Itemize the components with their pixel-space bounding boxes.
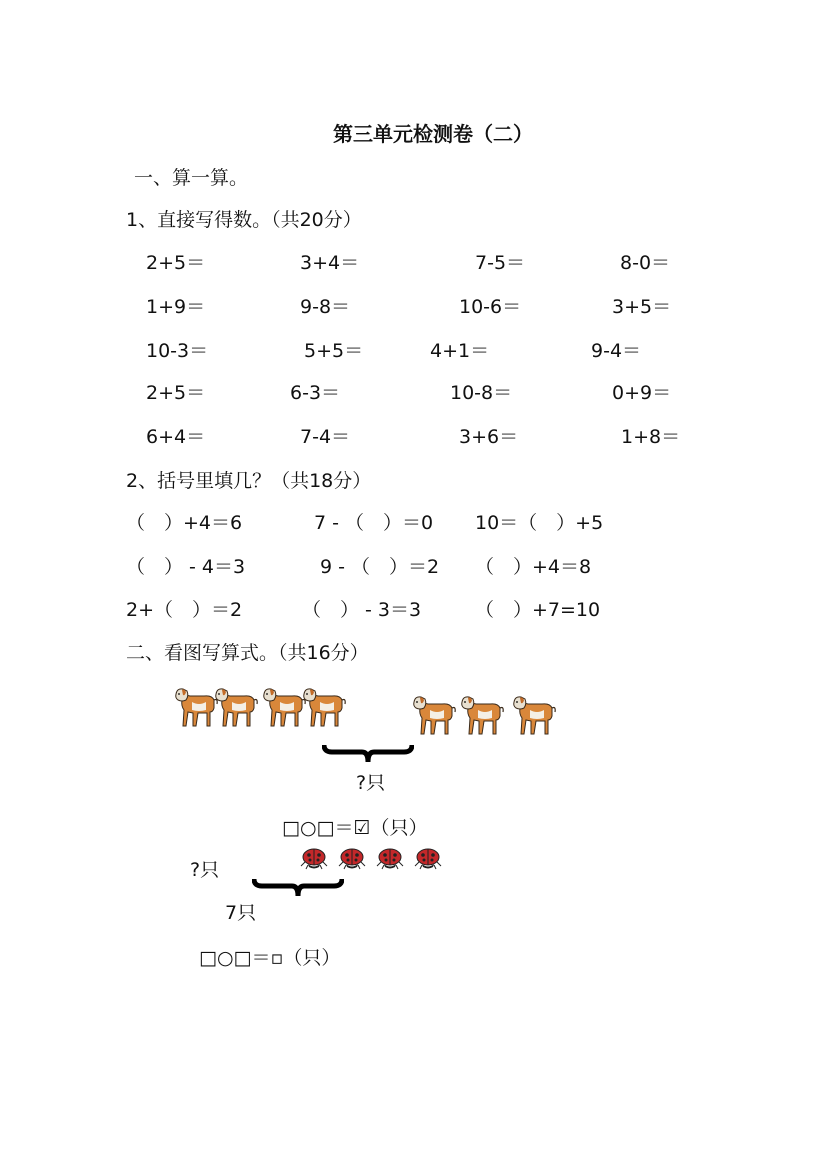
section1-heading: 一、算一算。 — [134, 167, 249, 189]
dog-icon — [412, 690, 456, 736]
q2-item: （ ）+4＝8 — [475, 556, 592, 578]
q1-item: 3+4＝ — [300, 252, 360, 274]
q2-item: 7 - （ ）＝0 — [314, 512, 434, 534]
q1-item: 1+8＝ — [621, 426, 681, 448]
q2-item: （ ）+7=10 — [475, 599, 601, 621]
section2-heading: 二、看图写算式。（共16分） — [126, 642, 369, 664]
dog-icon — [214, 682, 258, 728]
q2-item: （ ） - 4＝3 — [126, 556, 246, 578]
q2-label: 2、括号里填几？（共18分） — [126, 470, 372, 492]
bracket-icon — [322, 742, 414, 768]
q1-item: 7-4＝ — [300, 426, 351, 448]
q2-item: 10＝（ ）+5 — [475, 512, 604, 534]
dog-icon — [262, 682, 306, 728]
q1-item: 2+5＝ — [146, 382, 206, 404]
q1-item: 10-3＝ — [146, 340, 209, 362]
dog-icon — [460, 690, 504, 736]
q1-item: 9-8＝ — [300, 296, 351, 318]
q1-item: 5+5＝ — [304, 340, 364, 362]
q2-item: 2+（ ）＝2 — [126, 599, 243, 621]
q1-item: 7-5＝ — [475, 252, 526, 274]
page-title: 第三单元检测卷（二） — [333, 122, 533, 146]
dog-icon — [174, 682, 218, 728]
q2-item: 9 - （ ）＝2 — [320, 556, 440, 578]
dogs-brace-label: ?只 — [356, 772, 386, 794]
q1-item: 6-3＝ — [290, 382, 341, 404]
ladybug-brace-label: 7只 — [225, 902, 257, 924]
dog-icon — [302, 682, 346, 728]
q2-item: （ ） - 3＝3 — [302, 599, 422, 621]
dog-icon — [512, 690, 556, 736]
q1-item: 3+6＝ — [459, 426, 519, 448]
ladybug-icon — [376, 846, 404, 870]
q1-label: 1、直接写得数。（共20分） — [126, 209, 362, 231]
q1-item: 10-8＝ — [450, 382, 513, 404]
q1-item: 0+9＝ — [612, 382, 672, 404]
ladybug-icon — [414, 846, 442, 870]
ladybug-question-label: ?只 — [190, 859, 220, 881]
ladybug-icon — [338, 846, 366, 870]
q2-item: （ ）+4＝6 — [126, 512, 243, 534]
q1-item: 1+9＝ — [146, 296, 206, 318]
q1-item: 2+5＝ — [146, 252, 206, 274]
formula-2: □○□＝▫（只） — [199, 947, 341, 969]
bracket-icon — [252, 876, 344, 902]
q1-item: 4+1＝ — [430, 340, 490, 362]
q1-item: 8-0＝ — [620, 252, 671, 274]
q1-item: 9-4＝ — [591, 340, 642, 362]
q1-item: 6+4＝ — [146, 426, 206, 448]
q1-item: 10-6＝ — [459, 296, 522, 318]
q1-item: 3+5＝ — [612, 296, 672, 318]
ladybug-icon — [300, 846, 328, 870]
formula-1: □○□＝☑（只） — [282, 817, 428, 839]
